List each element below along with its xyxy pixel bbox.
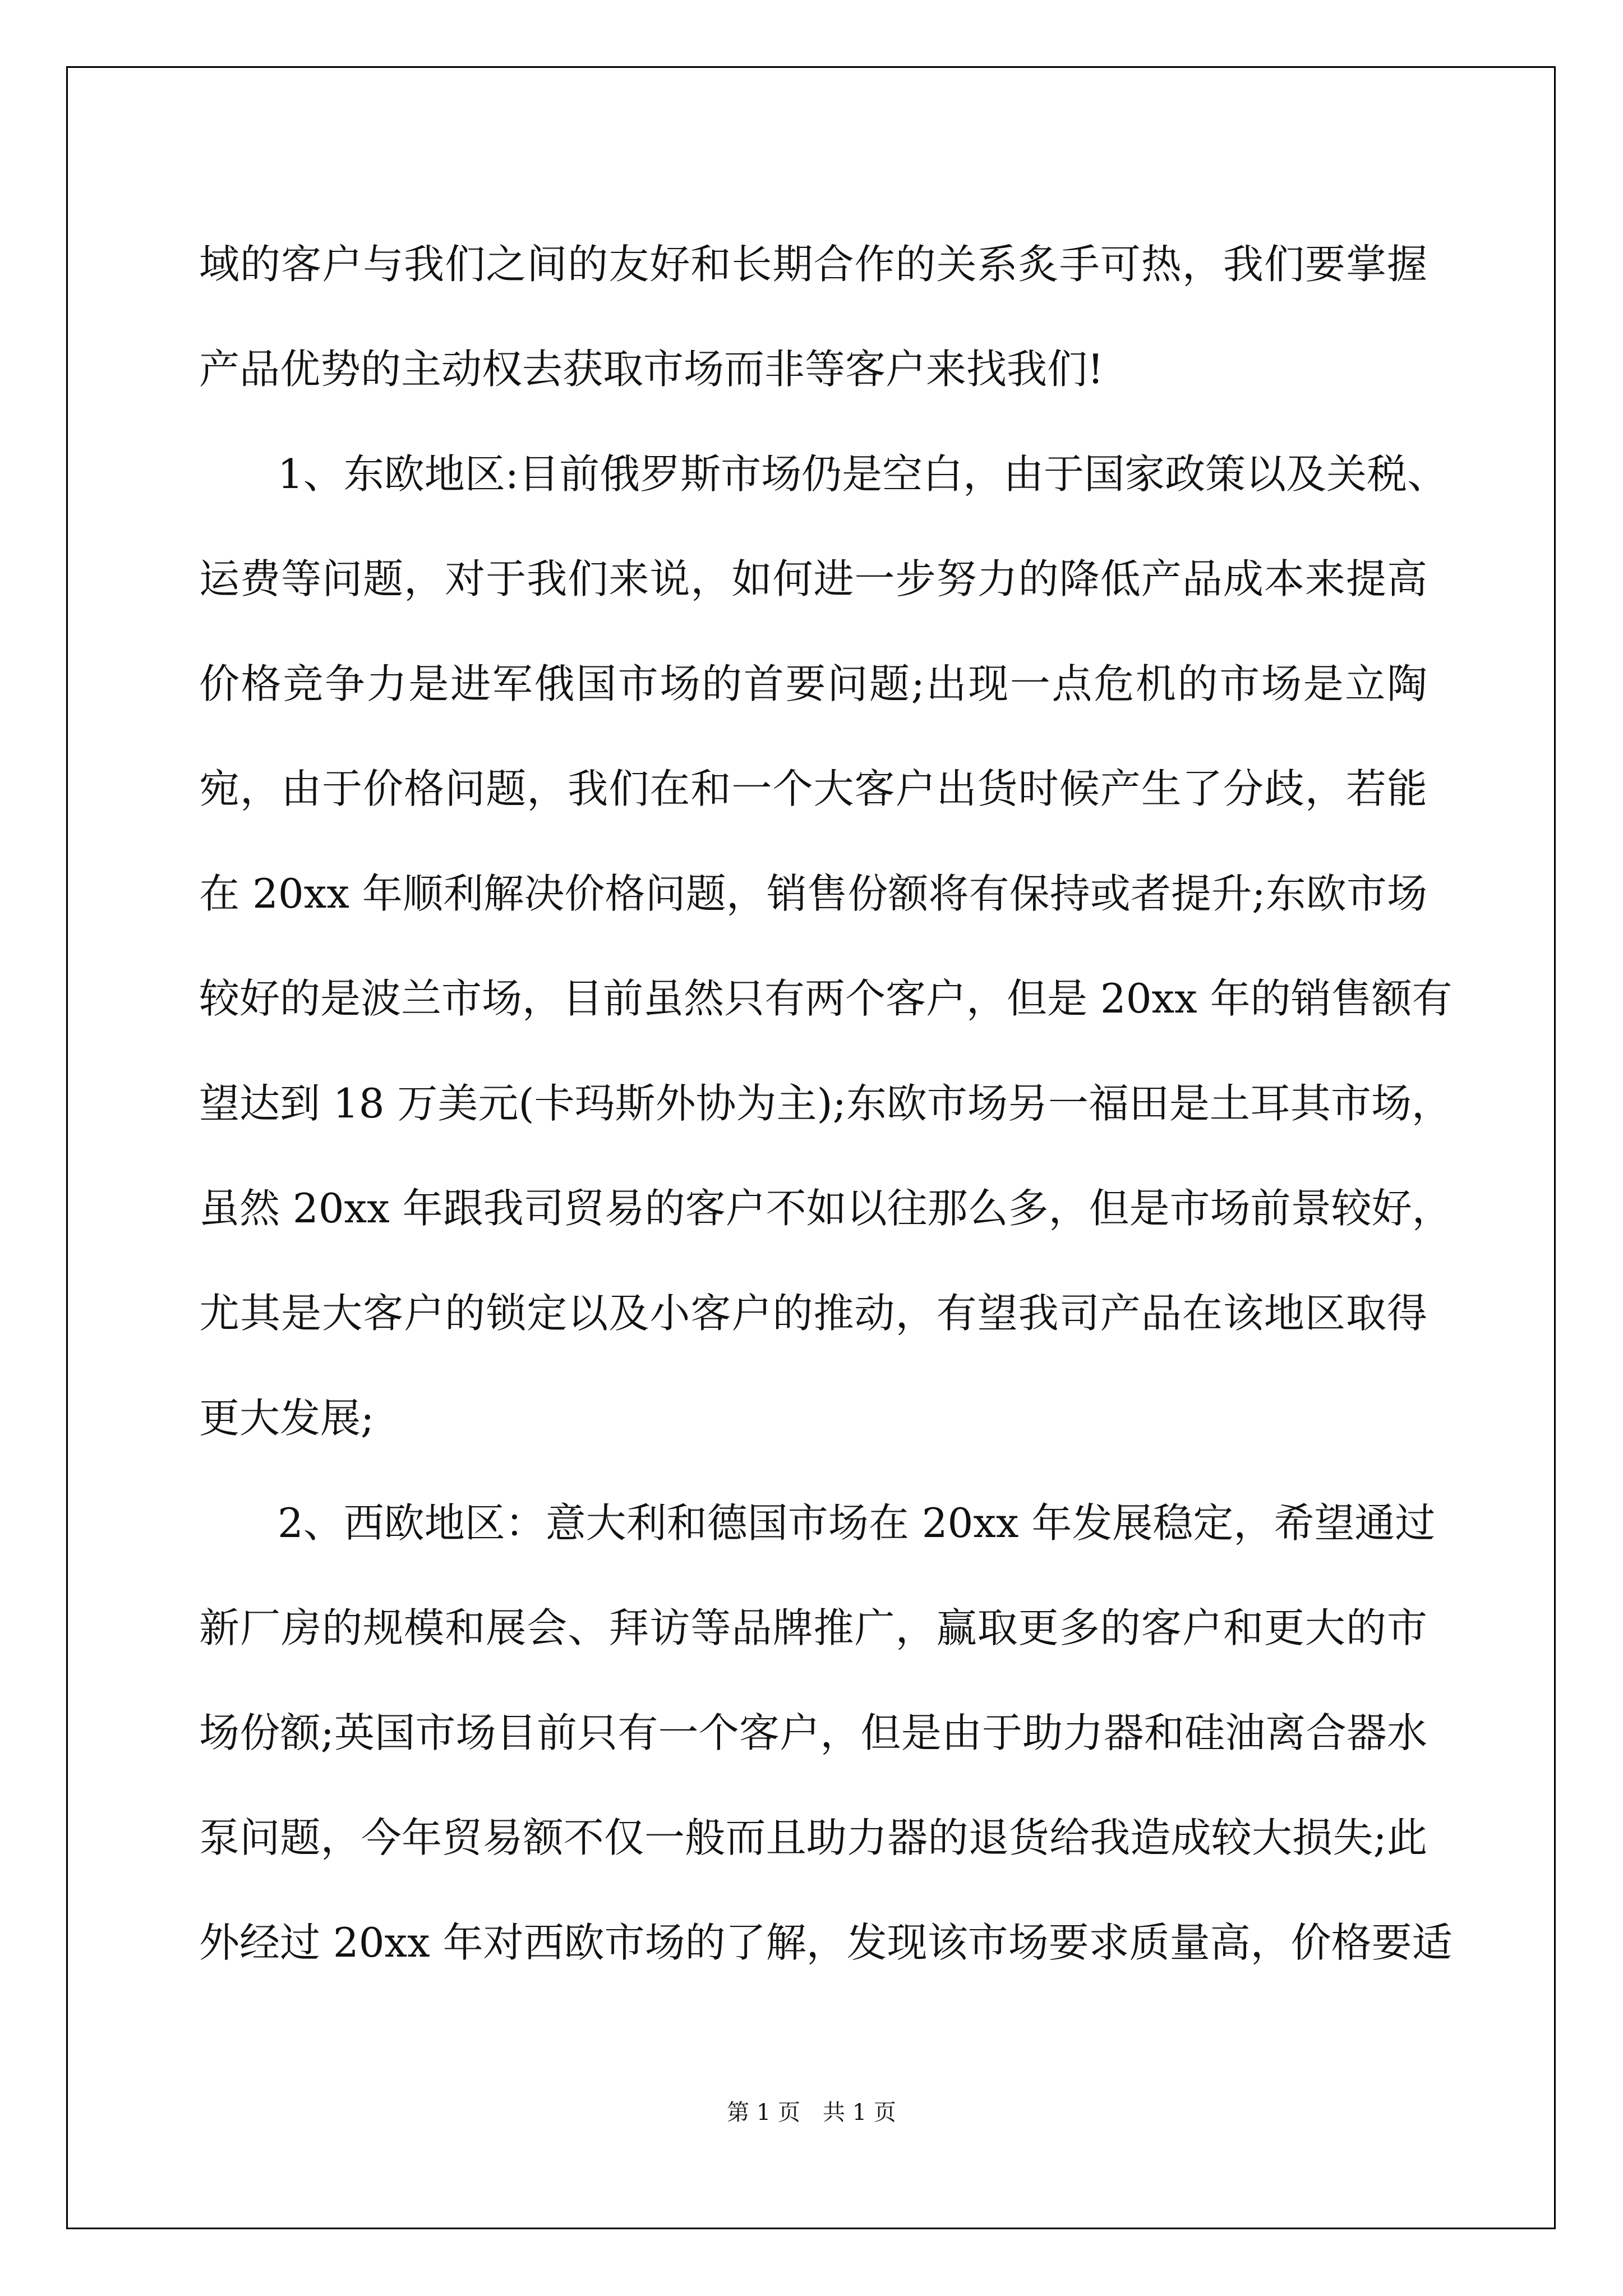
text-line: 2、西欧地区：意大利和德国市场在 20xx 年发展稳定，希望通过 (278, 1499, 1436, 1547)
text-line: 价格竞争力是进军俄国市场的首要问题;出现一点危机的市场是立陶 (199, 660, 1427, 707)
page-footer: 第 1 页 共 1 页 (727, 2100, 896, 2125)
text-line: 场份额;英国市场目前只有一个客户，但是由于助力器和硅油离合器水 (199, 1709, 1427, 1756)
document-body (199, 212, 1453, 1995)
text-line: 产品优势的主动权去获取市场而非等客户来找我们! (199, 346, 1104, 393)
text-line: 1、东欧地区:目前俄罗斯市场仍是空白，由于国家政策以及关税、 (278, 450, 1448, 498)
text-line: 外经过 20xx 年对西欧市场的了解，发现该市场要求质量高，价格要适 (199, 1919, 1453, 1966)
text-line: 泵问题，今年贸易额不仅一般而且助力器的退货给我造成较大损失;此 (199, 1814, 1427, 1861)
text-line: 虽然 20xx 年跟我司贸易的客户不如以往那么多，但是市场前景较好， (199, 1185, 1453, 1232)
text-line: 域的客户与我们之间的友好和长期合作的关系炙手可热，我们要掌握 (199, 241, 1427, 288)
text-line: 较好的是波兰市场，目前虽然只有两个客户，但是 20xx 年的销售额有 (199, 975, 1453, 1022)
text-line: 运费等问题，对于我们来说，如何进一步努力的降低产品成本来提高 (199, 555, 1427, 602)
text-line: 在 20xx 年顺利解决价格问题，销售份额将有保持或者提升;东欧市场 (199, 870, 1427, 917)
text-line: 新厂房的规模和展会、拜访等品牌推广，赢取更多的客户和更大的市 (199, 1604, 1427, 1651)
text-line: 望达到 18 万美元(卡玛斯外协为主);东欧市场另一福田是土耳其市场， (199, 1080, 1452, 1127)
text-line: 宛，由于价格问题，我们在和一个大客户出货时候产生了分歧，若能 (199, 765, 1427, 812)
text-line: 尤其是大客户的锁定以及小客户的推动，有望我司产品在该地区取得 (199, 1290, 1427, 1337)
text-line: 更大发展; (199, 1395, 375, 1442)
